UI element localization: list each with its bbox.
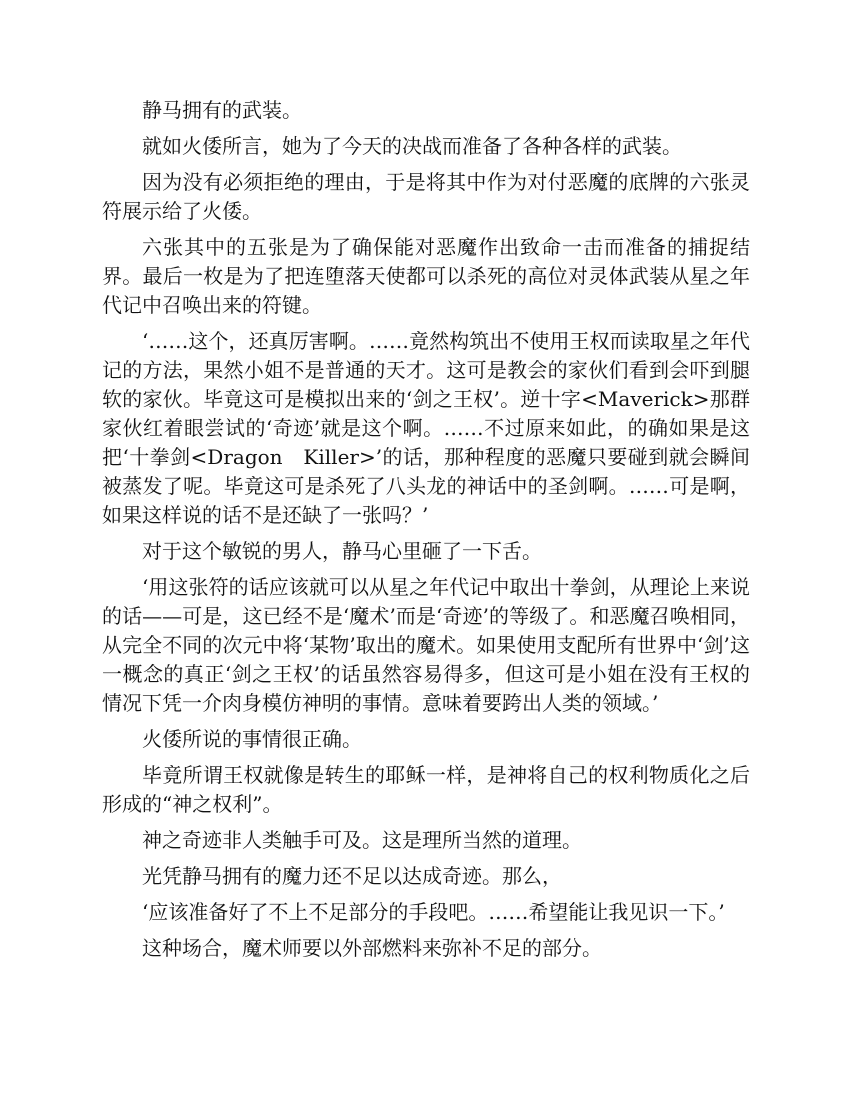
paragraph: ‘应该准备好了不上不足部分的手段吧。……希望能让我见识一下。’ (142, 900, 725, 924)
paragraph: 就如火倭所言，她为了今天的决战而准备了各种各样的武装。 (142, 134, 682, 158)
paragraph: 毕竟所谓王权就像是转生的耶稣一样，是神将自己的权利物质化之后形成的“神之权利”。 (102, 763, 750, 816)
paragraph: 六张其中的五张是为了确保能对恶魔作出致命一击而准备的捕捉结界。最后一枚是为了把连堕落天使都可以杀死的高位对灵体武装从星之年代记中召唤出来的符键。 (102, 235, 750, 317)
paragraph: 静马拥有的武装。 (142, 98, 302, 122)
paragraph: 这种场合，魔术师要以外部燃料来弥补不足的部分。 (142, 936, 602, 960)
paragraph: 火倭所说的事情很正确。 (142, 727, 362, 751)
paragraph: ‘……这个，还真厉害啊。……竟然构筑出不使用王权而读取星之年代记的方法，果然小姐不是普通的天才。这可是教会的家伙们看到会吓到腿软的家伙。毕竟这可是模拟出来的‘剑之王权’。逆十字<Maverick>那群家伙红着眼尝试的‘奇迹’就是这个啊。……不过原来如此，的确如果是这把‘十拳剑<Dragon Killer>’的话，那种程度的恶魔只要碰到就会瞬间被蒸发了呢。毕竟这可是杀死了八头龙的神话中的圣剑啊。……可是啊，如果这样说的话不是还缺了一张吗？’ (102, 329, 750, 527)
paragraph: 对于这个敏锐的男人，静马心里砸了一下舌。 (142, 539, 542, 563)
paragraph: ‘用这张符的话应该就可以从星之年代记中取出十拳剑，从理论上来说的话——可是，这已经不是‘魔术’而是‘奇迹’的等级了。和恶魔召唤相同，从完全不同的次元中将‘某物’取出的魔术。如果使用支配所有世界中‘剑’这一概念的真正‘剑之王权’的话虽然容易得多，但这可是小姐在没有王权的情况下凭一介肉身模仿神明的事情。意味着要跨出人类的领域。’ (102, 575, 750, 715)
paragraph: 神之奇迹非人类触手可及。这是理所当然的道理。 (142, 828, 582, 852)
document-page (102, 96, 750, 970)
paragraph: 因为没有必须拒绝的理由，于是将其中作为对付恶魔的底牌的六张灵符展示给了火倭。 (102, 170, 750, 223)
paragraph: 光凭静马拥有的魔力还不足以达成奇迹。那么， (142, 864, 562, 888)
